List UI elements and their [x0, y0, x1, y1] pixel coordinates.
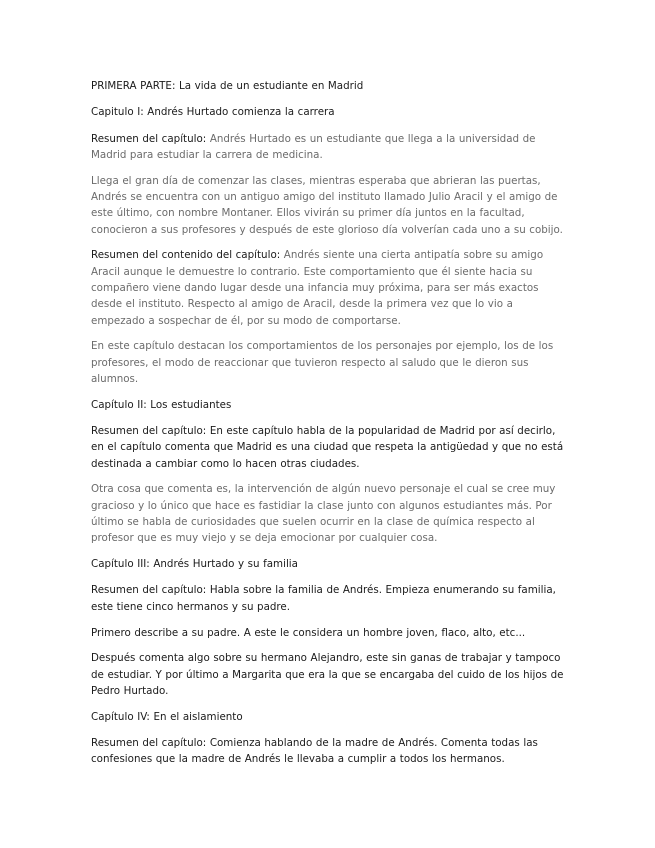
- document-page: [91, 78, 565, 777]
- chapter-3-paragraph-2: Primero describe a su padre. A este le considera un hombre joven, flaco, alto, etc...: [91, 626, 526, 639]
- chapter-4-summary: Resumen del capítulo: Comienza hablando de la madre de Andrés. Comenta todas las confesiones que la madre de Andrés le llevaba a cumplir a todos los hermanos.: [91, 737, 538, 766]
- chapter-3-title: Capítulo III: Andrés Hurtado y su familia: [91, 558, 298, 571]
- chapter-3-summary: Resumen del capítulo: Habla sobre la familia de Andrés. Empieza enumerando su familia, este tiene cinco hermanos y su padre.: [91, 584, 556, 613]
- chapter-1-content-summary: [91, 247, 565, 328]
- chapter-2-title: Capítulo II: Los estudiantes: [91, 398, 232, 411]
- chapter-1-title: Capitulo I: Andrés Hurtado comienza la carrera: [91, 106, 335, 119]
- chapter-4-title: Capítulo IV: En el aislamiento: [91, 710, 243, 723]
- summary-text: Andrés Hurtado es un estudiante que llega a la universidad de Madrid para estudiar la carrera de medicina.: [91, 132, 536, 161]
- summary-label: Resumen del capítulo:: [91, 132, 207, 145]
- chapter-1-summary: [91, 131, 565, 164]
- chapter-2-summary: Resumen del capítulo: En este capítulo habla de la popularidad de Madrid por así decirlo, en el capítulo comenta que Madrid es una ciudad que respeta la antigüedad y que no está destinada a cambiar como lo hacen otras ciudades.: [91, 425, 564, 470]
- content-summary-label: Resumen del contenido del capítulo:: [91, 249, 281, 262]
- chapter-2-paragraph-2: Otra cosa que comenta es, la intervención de algún nuevo personaje el cual se cree muy gracioso y lo único que hace es fastidiar la clase junto con algunos estudiantes más. Por último se habla de curiosidades que suelen ocurrir en la clase de química respecto al profesor que es muy viejo y se deja emocionar por cualquier cosa.: [91, 483, 556, 545]
- chapter-3-paragraph-3: Después comenta algo sobre su hermano Alejandro, este sin ganas de trabajar y tampoco de estudiar. Y por último a Margarita que era la que se encargaba del cuido de los hijos de Pedro Hurtado.: [91, 652, 564, 697]
- part-title: PRIMERA PARTE: La vida de un estudiante en Madrid: [91, 80, 364, 92]
- chapter-1-paragraph-2: Llega el gran día de comenzar las clases, mientras esperaba que abrieran las puertas, Andrés se encuentra con un antiguo amigo del instituto llamado Julio Aracil y el amigo de este último, con nombre Montaner. Ellos vivirán su primer día juntos en la facultad, conocieron a sus profesores y después de este glorioso día volverían cada uno a su cobijo.: [91, 174, 563, 236]
- chapter-1-paragraph-4: En este capítulo destacan los comportamientos de los personajes por ejemplo, los de los profesores, el modo de reaccionar que tuvieron respecto al saludo que le dieron sus alumnos.: [91, 340, 554, 385]
- content-summary-text: Andrés siente una cierta antipatía sobre su amigo Aracil aunque le demuestre lo contrario. Este comportamiento que él siente hacia su compañero viene dando lugar desde una infancia muy próxima, para ser más exactos desde el instituto. Respecto al amigo de Aracil, desde la primera vez que lo vio a empezado a sospechar de él, por su modo de comportarse.: [91, 249, 544, 327]
